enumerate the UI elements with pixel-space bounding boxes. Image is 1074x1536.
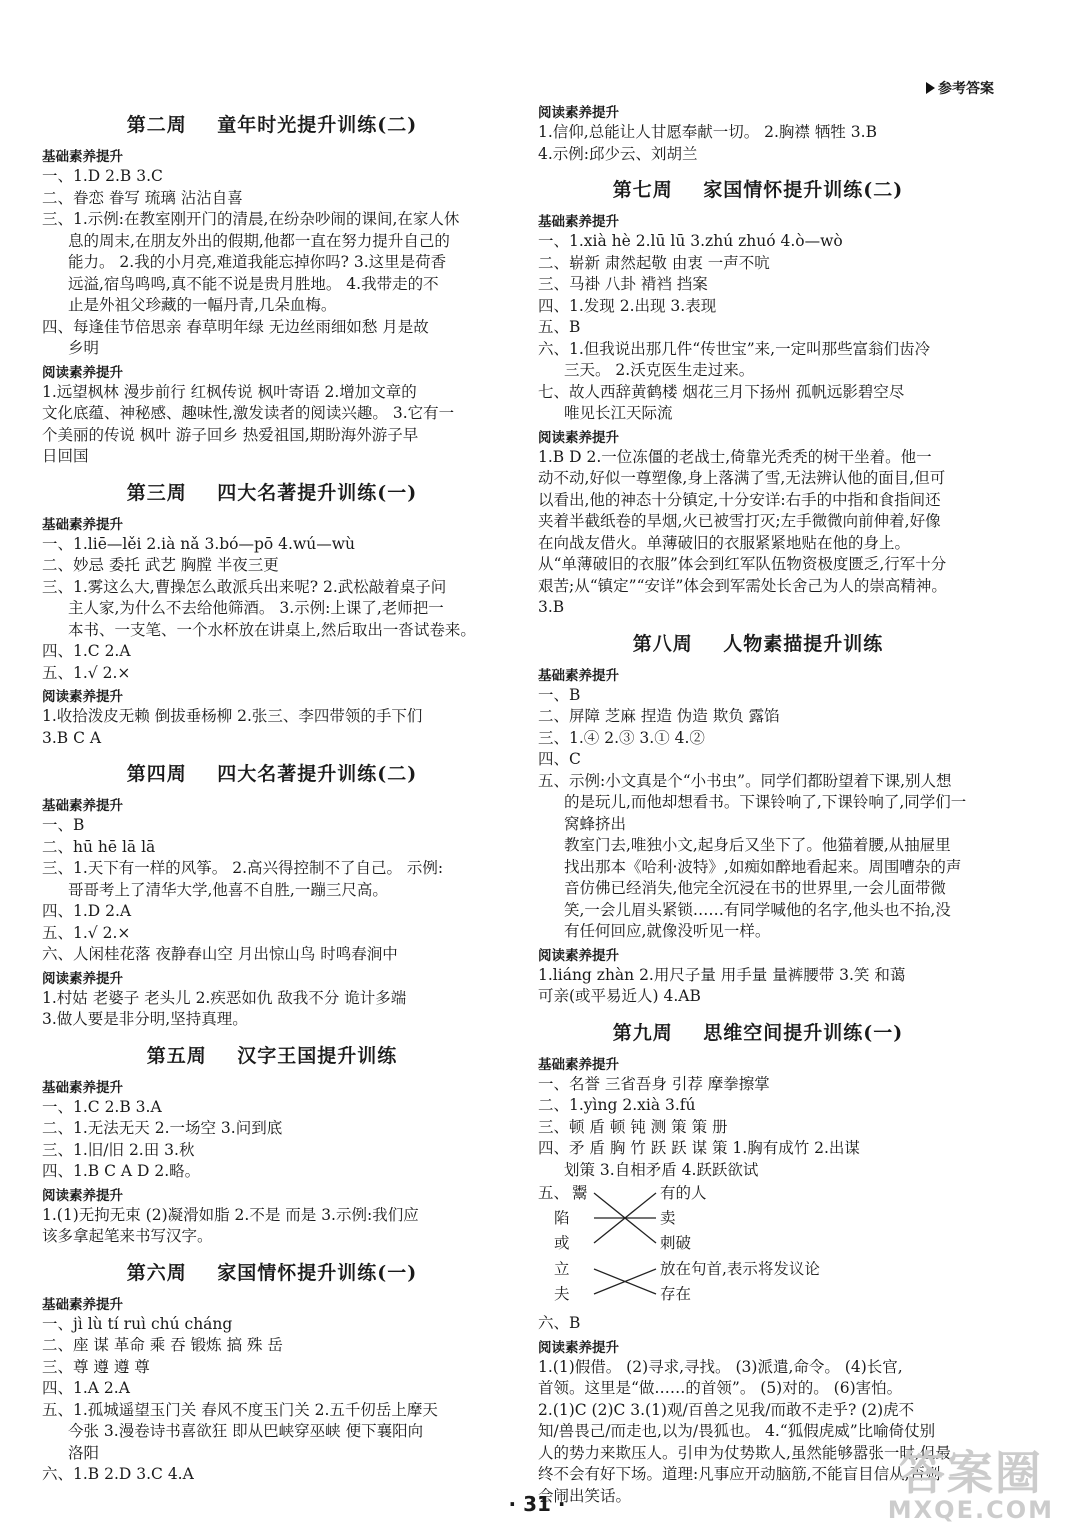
answer-line: 的是玩儿,而他却想看书。下课铃响了,下课铃响了,同学们一窝蜂挤出 xyxy=(564,793,967,833)
answer-line: 首领。这里是“做……的首领”。 (5)对的。 (6)害怕。 xyxy=(538,1379,903,1397)
section-heading: 阅读素养提升 xyxy=(42,970,123,987)
right-column xyxy=(538,100,978,1507)
answer-line: 1.(1)无拘无束 (2)凝滑如脂 2.不是 而是 3.示例:我们应 xyxy=(42,1205,419,1224)
week-title: 第五周 汉字王国提升训练 xyxy=(146,1044,398,1067)
section-heading: 基础素养提升 xyxy=(538,667,619,684)
page-number: · 31 · xyxy=(508,1492,566,1516)
answer-line: 三、1.示例:在教室刚开门的清晨,在纷杂吵闹的课间,在家人休 xyxy=(42,210,460,228)
answer-line: 2.(1)C (2)C 3.(1)观/百兽之见我/而敢不走乎? (2)虎不 xyxy=(538,1400,915,1419)
matching-left-item: 或 xyxy=(554,1234,570,1252)
answer-line: 一、1.C 2.B 3.A xyxy=(42,1097,162,1116)
matching-left-item: 鬻 xyxy=(572,1184,588,1202)
answer-line: 四、1.A 2.A xyxy=(42,1379,130,1397)
watermark-text: 答案圈 xyxy=(898,1446,1043,1500)
matching-prefix: 五、 xyxy=(538,1184,570,1202)
answer-line: 四、矛 盾 胸 竹 跃 跃 谋 策 1.胸有成竹 2.出谋 xyxy=(538,1139,860,1157)
answer-line: 二、座 谋 革命 乘 吞 锻炼 搞 殊 岳 xyxy=(42,1336,283,1354)
answer-line: 划策 3.自相矛盾 4.跃跃欲试 xyxy=(564,1160,759,1179)
answer-line: 七、故人西辞黄鹤楼 烟花三月下扬州 孤帆远影碧空尽 xyxy=(538,382,905,401)
answer-line: 五、B xyxy=(538,318,581,336)
answer-line: 四、1.发现 2.出现 3.表现 xyxy=(538,296,717,315)
answer-line: 一、jì lù tí ruì chú cháng xyxy=(42,1314,233,1333)
answer-line: 三、1.④ 2.③ 3.① 4.② xyxy=(538,728,705,747)
answer-line: 二、崭新 肃然起敬 由衷 一声不吭 xyxy=(538,253,770,272)
answer-line: 人的势力来欺压人。引申为仗势欺人,虽然能够嚣张一时,但最 xyxy=(538,1443,951,1462)
answer-line: 哥哥考上了清华大学,他喜不自胜,一蹦三尺高。 xyxy=(68,880,388,899)
answer-line: 三、1.天下有一样的风筝。 2.高兴得控制不了自己。 示例: xyxy=(42,859,444,877)
answer-line: 一、B xyxy=(538,685,581,704)
matching-left-item: 立 xyxy=(554,1260,570,1278)
answer-line: 乡明 xyxy=(68,339,100,357)
section-heading: 基础素养提升 xyxy=(538,1056,619,1073)
answer-line: 有任何回应,就像没听见一样。 xyxy=(564,922,771,940)
section-heading: 阅读素养提升 xyxy=(538,1339,619,1356)
section-heading: 阅读素养提升 xyxy=(42,689,123,705)
section-heading: 基础素养提升 xyxy=(42,1079,123,1096)
answer-line: 二、妙忌 委托 武艺 胸膛 半夜三更 xyxy=(42,556,279,574)
answer-line: 六、B xyxy=(538,1314,581,1332)
answer-line: 三、尊 遵 遵 尊 xyxy=(42,1357,150,1376)
answer-line: 3.B xyxy=(538,598,565,616)
answer-line: 远溢,宿鸟鸣鸣,真不能不说是贵月胜地。 4.我带走的不 xyxy=(68,274,439,293)
answer-line: 一、1.liē—lěi 2.ià nǎ 3.bó—pō 4.wú—wù xyxy=(42,534,355,553)
answer-line: 二、屏障 芝麻 捏造 伪造 欺负 露馅 xyxy=(538,707,780,725)
answer-line: 笑,一会儿眉头紧锁……有同学喊他的名字,他头也不抬,没 xyxy=(564,900,951,919)
answer-line: 五、1.√ 2.× xyxy=(42,663,131,682)
answer-line: 在向战友借火。单薄破旧的衣服紧紧地贴在他的身上。 xyxy=(538,533,911,552)
answer-line: 会闹出笑话。 xyxy=(538,1486,632,1505)
answer-line: 从“单薄破旧的衣服”体会到红军队伍物资极度匮乏,行军十分 xyxy=(538,555,947,573)
answer-line: 可亲(或平易近人) 4.AB xyxy=(538,987,701,1005)
answer-line: 动不动,好似一尊塑像,身上落满了雪,无法辨认他的面目,但可 xyxy=(538,469,946,487)
answer-line: 二、1.yìng 2.xià 3.fú xyxy=(538,1096,696,1114)
answer-line: 1.B D 2.一位冻僵的老战士,倚靠光秃秃的树干坐着。他一 xyxy=(538,447,932,466)
week-title: 第八周 人物素描提升训练 xyxy=(632,632,884,655)
answer-line: 唯见长江天际流 xyxy=(564,404,673,422)
answer-line: 文化底蕴、神秘感、趣味性,激发读者的阅读兴趣。 3.它有一 xyxy=(42,404,455,422)
watermark-logo xyxy=(887,1446,1054,1524)
answer-line: 音仿佛已经消失,他完全沉浸在书的世界里,一会儿面带微 xyxy=(564,879,946,897)
answer-line: 四、C xyxy=(538,750,581,768)
answer-line: 六、1.B 2.D 3.C 4.A xyxy=(42,1465,194,1483)
answer-line: 4.示例:邱少云、刘胡兰 xyxy=(538,144,698,163)
week-title: 第四周 四大名著提升训练(二) xyxy=(126,763,418,785)
answer-line: 洛阳 xyxy=(68,1443,100,1462)
answer-line: 主人家,为什么不去给他筛酒。 3.示例:上课了,老师把一 xyxy=(68,599,444,617)
section-heading: 阅读素养提升 xyxy=(42,1187,123,1204)
answer-line: 息的周末,在朋友外出的假期,他都一直在努力提升自己的 xyxy=(68,231,450,250)
answer-line: 3.做人要是非分明,坚持真理。 xyxy=(42,1010,248,1028)
watermark-url: MXQE.COM xyxy=(887,1496,1054,1524)
answer-line: 以看出,他的神态十分镇定,十分安详:右手的中指和食指间还 xyxy=(538,490,941,509)
answer-line: 终不会有好下场。道理:凡事应开动脑筋,不能盲目信从,否则 xyxy=(538,1465,941,1483)
answer-line: 三、1.旧/旧 2.田 3.秋 xyxy=(42,1140,195,1159)
matching-right-item: 存在 xyxy=(660,1285,692,1303)
answer-line: 日回国 xyxy=(42,447,89,465)
answer-line: 该多拿起笔来书写汉字。 xyxy=(42,1227,213,1245)
answer-line: 四、1.D 2.A xyxy=(42,902,132,920)
week-title: 第六周 家国情怀提升训练(一) xyxy=(126,1261,418,1284)
matching-right-item: 刺破 xyxy=(660,1234,692,1252)
answer-line: 三、1.雾这么大,曹操怎么敢派兵出来呢? 2.武松敲着桌子问 xyxy=(42,577,447,596)
answer-line: 五、1.孤城遥望玉门关 春风不度玉门关 2.五千仞岳上摩天 xyxy=(42,1400,438,1419)
answer-line: 教室门去,唯独小文,起身后又坐下了。他猫着腰,从抽屉里 xyxy=(564,836,951,854)
section-heading: 基础素养提升 xyxy=(42,798,123,814)
week-title: 第七周 家国情怀提升训练(二) xyxy=(612,179,904,201)
matching-right-item: 卖 xyxy=(660,1209,676,1227)
answer-line: 六、1.但我说出那几件“传世宝”来,一定叫那些富翁们齿冷 xyxy=(538,339,931,358)
answer-line: 三、顿 盾 顿 钝 测 策 策 册 xyxy=(538,1117,728,1136)
answer-line: 五、示例:小文真是个“小书虫”。同学们都盼望着下课,别人想 xyxy=(538,771,952,790)
answer-line: 二、hū hē lā lā xyxy=(42,837,156,856)
matching-left-item: 夫 xyxy=(554,1285,570,1303)
answer-line: 艰苦;从“镇定”“安详”体会到军需处长舍己为人的崇高精神。 xyxy=(538,576,947,595)
matching-exercise xyxy=(538,1183,978,1313)
week-title: 第三周 四大名著提升训练(一) xyxy=(126,481,418,504)
section-heading: 阅读素养提升 xyxy=(538,105,619,121)
section-heading: 阅读素养提升 xyxy=(538,429,619,446)
answer-line: 本书、一支笔、一个水杯放在讲桌上,然后取出一沓试卷来。 xyxy=(68,620,476,639)
answer-line: 止是外祖父珍藏的一幅丹青,几朵血梅。 xyxy=(68,296,337,314)
answer-line: 一、名誉 三省吾身 引荐 摩拳擦掌 xyxy=(538,1074,770,1093)
matching-lines xyxy=(538,1183,978,1313)
answer-line: 一、1.D 2.B 3.C xyxy=(42,167,163,185)
matching-right-item: 有的人 xyxy=(660,1184,707,1202)
header-tag-label: 参考答案 xyxy=(938,81,994,97)
matching-right-item: 放在句首,表示将发议论 xyxy=(660,1260,820,1278)
section-heading: 阅读素养提升 xyxy=(538,947,619,964)
matching-left-item: 陷 xyxy=(554,1209,570,1227)
answer-line: 三天。 2.沃克医生走过来。 xyxy=(564,361,755,379)
left-column xyxy=(42,100,502,1486)
answer-line: 3.B C A xyxy=(42,728,102,747)
answer-line: 六、人闲桂花落 夜静春山空 月出惊山鸟 时鸣春涧中 xyxy=(42,945,398,963)
answer-line: 四、每逢佳节倍思亲 春草明年绿 无边丝雨细如愁 月是故 xyxy=(42,317,429,336)
answer-line: 夹着半截纸卷的旱烟,火已被雪打灭;左手微微向前伸着,好像 xyxy=(538,512,941,530)
play-triangle-icon xyxy=(926,82,935,94)
section-heading: 基础素养提升 xyxy=(538,214,619,230)
answer-line: 三、马褂 八卦 褙裆 挡案 xyxy=(538,275,708,293)
answer-line: 五、1.√ 2.× xyxy=(42,923,131,942)
answer-line: 一、B xyxy=(42,816,85,834)
answer-line: 二、1.无法无天 2.一场空 3.问到底 xyxy=(42,1119,283,1137)
answer-line: 二、眷恋 眷写 琉璃 沾沾自喜 xyxy=(42,188,243,207)
answer-line: 找出那本《哈利·波特》,如痴如醉地看起来。周围嘈杂的声 xyxy=(564,857,962,876)
answer-line: 今张 3.漫卷诗书喜欲狂 即从巴峡穿巫峡 便下襄阳向 xyxy=(68,1422,424,1440)
answer-line: 1.liáng zhàn 2.用尺子量 用手量 量裤腰带 3.笑 和蔼 xyxy=(538,965,906,984)
section-heading: 阅读素养提升 xyxy=(42,364,123,381)
answer-line: 1.(1)假借。 (2)寻求,寻找。 (3)派遣,命令。 (4)长官, xyxy=(538,1357,903,1376)
answer-line: 1.信仰,总能让人甘愿奉献一切。 2.胸襟 牺牲 3.B xyxy=(538,123,877,141)
section-heading: 基础素养提升 xyxy=(42,516,123,533)
answer-line: 一、1.xià hè 2.lū lū 3.zhú zhuó 4.ò—wò xyxy=(538,232,843,250)
answer-line: 1.收拾泼皮无赖 倒拔垂杨柳 2.张三、李四带领的手下们 xyxy=(42,707,423,725)
section-heading: 基础素养提升 xyxy=(42,1296,123,1313)
week-title: 第二周 童年时光提升训练(二) xyxy=(126,114,418,136)
week-title: 第九周 思维空间提升训练(一) xyxy=(612,1021,904,1044)
section-heading: 基础素养提升 xyxy=(42,149,123,165)
answer-line: 四、1.B C A D 2.略。 xyxy=(42,1162,201,1180)
answer-line: 四、1.C 2.A xyxy=(42,642,131,660)
answer-key-header-tag xyxy=(926,78,994,98)
answer-line: 1.远望枫林 漫步前行 红枫传说 枫叶寄语 2.增加文章的 xyxy=(42,382,417,401)
answer-line: 个美丽的传说 枫叶 游子回乡 热爱祖国,期盼海外游子早 xyxy=(42,425,419,444)
answer-line: 知/兽畏己/而走也,以为/畏狐也。 4.“狐假虎威”比喻倚仗别 xyxy=(538,1422,936,1440)
answer-line: 能力。 2.我的小月亮,难道我能忘掉你吗? 3.这里是荷香 xyxy=(68,253,447,271)
answer-line: 1.村姑 老婆子 老头儿 2.疾恶如仇 敌我不分 诡计多端 xyxy=(42,988,407,1007)
